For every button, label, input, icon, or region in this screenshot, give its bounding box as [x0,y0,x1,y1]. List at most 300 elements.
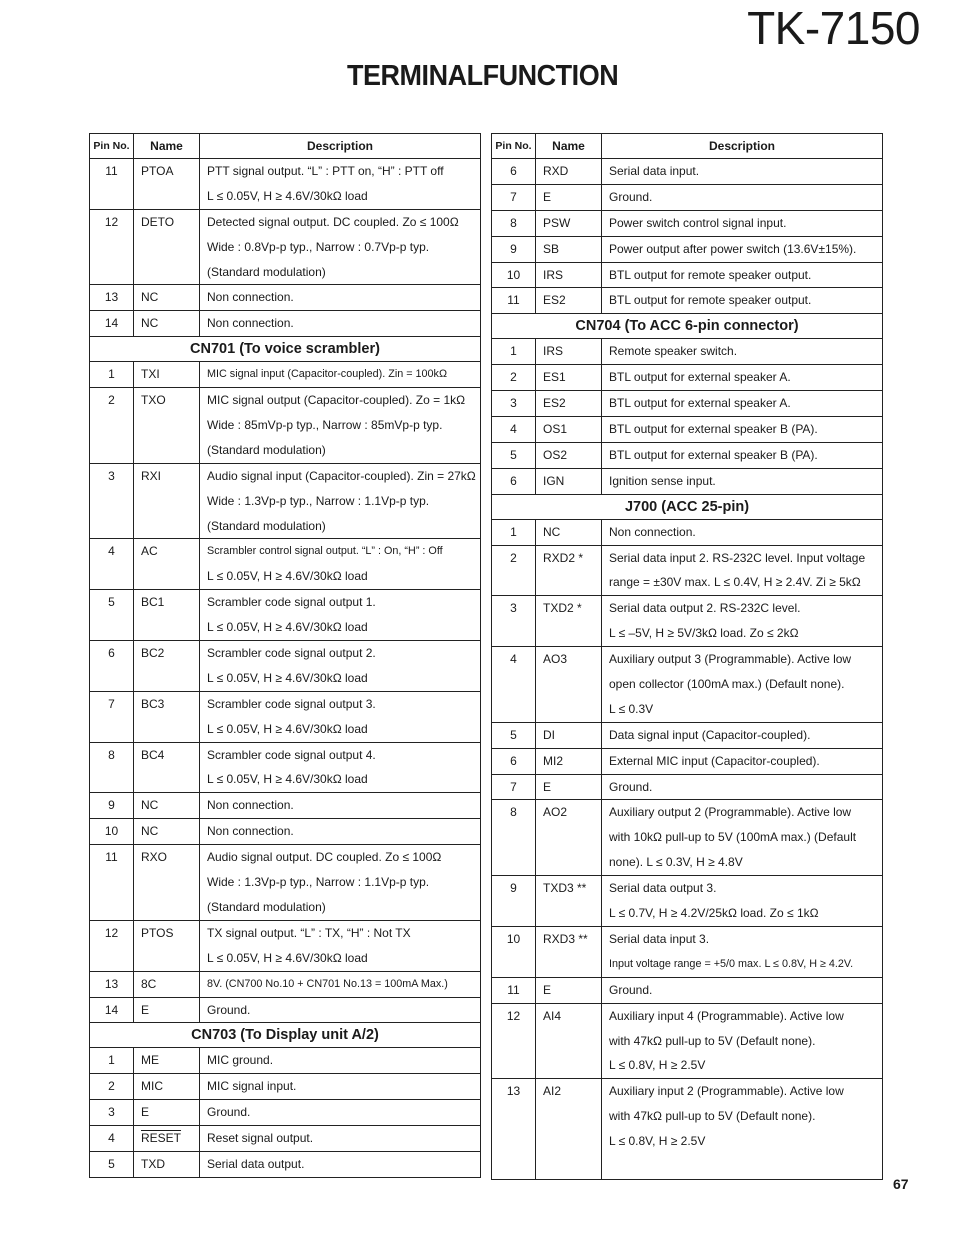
name-cell [134,1048,200,1074]
description-cell [602,339,883,365]
description-line: with 47kΩ pull-up to 5V (Default none). [609,1033,816,1048]
pin-number: 8 [108,747,115,762]
signal-name: TXD [141,1156,165,1171]
table-row [90,463,481,539]
table-row [90,285,481,311]
pin-cell [90,1126,134,1152]
pin-number: 1 [108,367,115,382]
pin-number: 9 [108,798,115,813]
pin-cell [492,876,536,927]
signal-name: RXD2 * [543,550,584,565]
table-row [90,159,481,210]
description-line: Ground. [609,982,653,997]
description-line: Power switch control signal input. [609,215,787,230]
description-cell [602,417,883,443]
description-line: BTL output for remote speaker output. [609,293,812,308]
description-cell [602,236,883,262]
description-line: L ≤ 0.8V, H ≥ 2.5V [609,1058,706,1073]
description-line: Wide : 0.8Vp-p typ., Narrow : 0.7Vp-p typ. [207,239,430,254]
section-header-row [90,1023,481,1048]
description-line: MIC signal output (Capacitor-coupled). Zo = 1kΩ [207,393,466,408]
description-cell [200,311,481,337]
name-cell [134,1100,200,1126]
signal-name: NC [141,824,159,839]
signal-name: BC1 [141,595,165,610]
description-line: Power output after power switch (13.6V±15%). [609,241,857,256]
description-line: Auxiliary input 2 (Programmable). Active low [609,1084,844,1099]
name-cell [536,1003,602,1079]
description-line: Auxiliary output 2 (Programmable). Active low [609,805,852,820]
pin-number: 1 [510,344,517,359]
section-title: CN703 (To Display unit A/2) [90,1023,481,1048]
pin-number: 11 [507,293,520,308]
pin-number: 14 [104,316,119,331]
pin-number: 4 [108,1131,115,1146]
table-row [492,748,883,774]
table-row [492,722,883,748]
name-cell [536,365,602,391]
description-line: BTL output for remote speaker output. [609,267,812,282]
table-row [492,184,883,210]
description-line: Ground. [207,1105,251,1120]
description-line: Audio signal output. DC coupled. Zo ≤ 100Ω [207,850,442,865]
description-line: L ≤ –5V, H ≥ 5V/3kΩ load. Zo ≤ 2kΩ [609,626,799,641]
name-cell [536,519,602,545]
pin-number: 2 [510,550,517,565]
name-cell [134,997,200,1023]
signal-name: AC [141,544,158,559]
pin-number: 12 [104,925,119,940]
description-cell [200,590,481,641]
header-pin: Pin No. [492,134,536,159]
table-row [492,468,883,494]
pin-cell [492,365,536,391]
description-line: (Standard modulation) [207,899,326,914]
description-cell [602,288,883,314]
description-line: Ignition sense input. [609,473,716,488]
signal-name: IRS [543,267,564,282]
pin-number: 3 [108,1105,115,1120]
description-line: Ground. [207,1002,251,1017]
table-row [492,210,883,236]
pin-number: 4 [510,652,517,667]
description-cell [200,463,481,539]
table-row [492,159,883,185]
pin-cell [492,184,536,210]
table-row [492,926,883,977]
table-row [492,800,883,876]
description-line: L ≤ 0.05V, H ≥ 4.6V/30kΩ load [207,721,368,736]
description-line: MIC signal input. [207,1079,297,1094]
pin-number: 5 [108,595,115,610]
signal-name: TXI [141,367,160,382]
name-cell [134,1074,200,1100]
pin-cell [492,596,536,647]
table-row [90,691,481,742]
description-cell [602,519,883,545]
description-line: Non connection. [609,524,696,539]
table-row [492,262,883,288]
table-row [492,288,883,314]
pin-cell [492,288,536,314]
description-cell [200,691,481,742]
table-row [492,1079,883,1180]
signal-name: TXD3 ** [543,881,587,896]
signal-name: RXD [543,164,569,178]
name-cell [134,388,200,464]
description-cell [602,1079,883,1180]
name-cell [134,463,200,539]
description-cell [602,184,883,210]
name-cell [536,184,602,210]
pin-number: 13 [104,976,119,991]
description-line: Scrambler code signal output 3. [207,696,376,711]
description-cell [602,977,883,1003]
pin-number: 5 [510,447,517,462]
header-description: Description [602,134,883,159]
signal-name: ES2 [543,293,566,308]
description-line: PTT signal output. “L” : PTT on, “H” : PTT off [207,164,444,178]
signal-name: PTOS [141,925,174,940]
table-row [90,1151,481,1177]
pin-cell [492,774,536,800]
description-line: Serial data output 3. [609,881,717,896]
description-line: Remote speaker switch. [609,344,738,359]
section-title: CN704 (To ACC 6-pin connector) [492,314,883,339]
pin-cell [90,641,134,692]
section-header-row [492,494,883,519]
description-line: L ≤ 0.05V, H ≥ 4.6V/30kΩ load [207,188,368,203]
description-line: External MIC input (Capacitor-coupled). [609,753,820,768]
description-line: Auxiliary output 3 (Programmable). Active low [609,652,852,667]
name-cell [536,210,602,236]
name-cell [536,339,602,365]
name-cell [134,159,200,210]
pin-cell [492,748,536,774]
pin-number: 7 [510,189,517,204]
table-row [90,209,481,285]
section-header-row [90,337,481,362]
description-line: Serial data output. [207,1156,305,1171]
name-cell [536,1079,602,1180]
signal-name: RXD3 ** [543,931,588,946]
table-row [90,742,481,793]
signal-name: RXI [141,468,162,483]
description-cell [602,468,883,494]
signal-name: TXD2 * [543,601,582,616]
table-row [90,1126,481,1152]
table-row [492,339,883,365]
table-row [492,647,883,723]
name-cell [134,285,200,311]
description-line: BTL output for external speaker B (PA). [609,447,818,462]
signal-name: SB [543,241,560,256]
description-line: Input voltage range = +5/0 max. L ≤ 0.8V, H ≥ 4.2V. [609,957,854,970]
page-number: 67 [893,1176,909,1192]
description-cell [602,774,883,800]
description-cell [602,596,883,647]
name-cell [536,774,602,800]
pin-number: 8 [510,215,517,230]
pin-number: 9 [510,241,517,256]
description-line: Serial data output 2. RS-232C level. [609,601,801,616]
signal-name: ES1 [543,370,566,385]
pin-number: 7 [510,779,517,794]
description-line: L ≤ 0.05V, H ≥ 4.6V/30kΩ load [207,772,368,787]
table-row [492,596,883,647]
description-line: Serial data input 2. RS-232C level. Input voltage [609,550,866,565]
signal-name: E [543,779,552,794]
pin-cell [492,468,536,494]
signal-name: NC [141,798,159,813]
pin-number: 1 [108,1053,115,1068]
signal-name: ES2 [543,396,566,411]
pin-cell [90,590,134,641]
pin-number: 13 [104,290,119,305]
table-row [90,1100,481,1126]
section-title: J700 (ACC 25-pin) [492,494,883,519]
signal-name: BC2 [141,646,165,661]
header-name: Name [536,134,602,159]
description-cell [200,159,481,210]
description-line: BTL output for external speaker A. [609,396,791,411]
description-cell [200,920,481,971]
table-row [492,1003,883,1079]
pin-cell [492,442,536,468]
pin-cell [492,391,536,417]
pin-number: 3 [510,601,517,616]
description-cell [602,926,883,977]
description-cell [602,545,883,596]
pin-number: 6 [510,753,517,768]
name-cell [536,722,602,748]
table-row [492,417,883,443]
description-line: with 47kΩ pull-up to 5V (Default none). [609,1109,816,1124]
pin-cell [90,209,134,285]
pin-cell [90,311,134,337]
pin-number: 10 [506,931,521,946]
pin-number: 2 [108,1079,115,1094]
pin-cell [492,977,536,1003]
pin-number: 11 [507,982,520,997]
name-cell [134,539,200,590]
pin-cell [90,362,134,388]
description-cell [200,742,481,793]
description-line: L ≤ 0.7V, H ≥ 4.2V/25kΩ load. Zo ≤ 1kΩ [609,906,819,921]
description-line: L ≤ 0.05V, H ≥ 4.6V/30kΩ load [207,569,368,584]
signal-name: RESET [141,1131,182,1146]
table-row [90,971,481,997]
blank-line [609,1154,879,1179]
right-table-body [492,159,883,1180]
name-cell [536,417,602,443]
table-row [90,1048,481,1074]
page-title: TERMINALFUNCTION [347,60,619,92]
pin-number: 12 [506,1008,521,1023]
description-line: Scrambler code signal output 1. [207,595,376,610]
pin-cell [492,159,536,185]
description-line: Ground. [609,779,653,794]
description-line: Audio signal input (Capacitor-coupled). Zin = 27kΩ [207,468,476,483]
pin-cell [90,1048,134,1074]
pin-number: 1 [510,524,517,539]
description-cell [200,1151,481,1177]
description-cell [602,391,883,417]
section-title: CN701 (To voice scrambler) [90,337,481,362]
description-line: 8V. (CN700 No.10 + CN701 No.13 = 100mA Max.) [207,977,448,990]
signal-name: TXO [141,393,166,408]
signal-name: OS1 [543,422,568,437]
terminal-table-right [491,133,883,1180]
pin-cell [90,1074,134,1100]
description-line: MIC signal input (Capacitor-coupled). Zin = 100kΩ [207,368,448,381]
table-row [492,519,883,545]
description-cell [200,819,481,845]
pin-number: 2 [108,393,115,408]
table-row [90,1074,481,1100]
table-header-row [492,134,883,159]
pin-number: 2 [510,370,517,385]
pin-number: 9 [510,881,517,896]
description-cell [200,362,481,388]
signal-name: AI4 [543,1008,562,1023]
pin-cell [492,236,536,262]
description-line: Scrambler code signal output 2. [207,646,376,661]
description-line: Data signal input (Capacitor-coupled). [609,727,811,742]
signal-name: 8C [141,976,157,991]
pin-cell [90,920,134,971]
table-row [492,774,883,800]
description-cell [602,647,883,723]
description-line: Reset signal output. [207,1131,314,1146]
name-cell [536,800,602,876]
description-cell [200,388,481,464]
name-cell [536,977,602,1003]
header-name: Name [134,134,200,159]
description-cell [200,845,481,921]
name-cell [134,845,200,921]
table-row [90,388,481,464]
description-cell [602,800,883,876]
pin-number: 10 [104,824,119,839]
name-cell [134,691,200,742]
description-line: Scrambler code signal output 4. [207,747,376,762]
pin-number: 14 [104,1002,119,1017]
pin-number: 11 [105,164,118,178]
pin-cell [492,1079,536,1180]
description-line: Non connection. [207,290,294,305]
pin-cell [492,545,536,596]
table-row [492,236,883,262]
terminal-table-left [89,133,481,1178]
description-line: L ≤ 0.05V, H ≥ 4.6V/30kΩ load [207,670,368,685]
table-header-row [90,134,481,159]
name-cell [536,748,602,774]
description-cell [602,442,883,468]
signal-name: AO2 [543,805,568,820]
signal-name: BC4 [141,747,165,762]
left-table-body [90,159,481,1178]
signal-name: E [543,982,552,997]
description-cell [200,1048,481,1074]
description-cell [200,1074,481,1100]
description-line: MIC ground. [207,1053,274,1068]
table-row [90,539,481,590]
description-line: (Standard modulation) [207,442,326,457]
pin-cell [492,722,536,748]
description-cell [200,1126,481,1152]
description-cell [602,159,883,185]
name-cell [536,545,602,596]
name-cell [536,236,602,262]
pin-cell [492,519,536,545]
description-cell [200,641,481,692]
table-row [90,793,481,819]
description-line: TX signal output. “L” : TX, “H” : Not TX [207,925,411,940]
description-line: L ≤ 0.8V, H ≥ 2.5V [609,1134,706,1149]
description-line: L ≤ 0.3V [609,701,654,716]
signal-name: E [141,1105,150,1120]
pin-number: 11 [105,850,118,865]
description-line: BTL output for external speaker A. [609,370,791,385]
name-cell [134,311,200,337]
description-line: Wide : 1.3Vp-p typ., Narrow : 1.1Vp-p typ. [207,493,430,508]
description-line: Scrambler control signal output. “L” : On, “H” : Off [207,545,443,558]
table-row [492,977,883,1003]
table-row [90,641,481,692]
pin-number: 10 [506,267,521,282]
table-row [90,845,481,921]
pin-cell [492,800,536,876]
signal-name: OS2 [543,447,568,462]
signal-name: NC [543,524,561,539]
table-row [90,362,481,388]
signal-name: MIC [141,1079,163,1094]
description-line: Ground. [609,189,653,204]
table-row [90,920,481,971]
section-header-row [492,314,883,339]
name-cell [134,209,200,285]
description-line: Non connection. [207,824,294,839]
table-row [492,365,883,391]
signal-name: RXO [141,850,168,865]
name-cell [134,641,200,692]
header-pin: Pin No. [90,134,134,159]
signal-name: ME [141,1053,159,1068]
description-cell [200,971,481,997]
description-line: BTL output for external speaker B (PA). [609,422,818,437]
header-description: Description [200,134,481,159]
pin-cell [492,926,536,977]
pin-number: 12 [104,214,119,229]
description-cell [602,262,883,288]
pin-number: 6 [108,646,115,661]
table-row [90,590,481,641]
description-cell [602,365,883,391]
pin-cell [492,647,536,723]
name-cell [134,1126,200,1152]
description-cell [602,748,883,774]
name-cell [536,391,602,417]
description-cell [200,285,481,311]
description-line: with 10kΩ pull-up to 5V (100mA max.) (Default [609,830,857,845]
name-cell [134,362,200,388]
pin-number: 6 [510,164,517,178]
pin-cell [90,691,134,742]
pin-cell [90,159,134,210]
pin-cell [492,262,536,288]
description-line: Detected signal output. DC coupled. Zo ≤ 100Ω [207,214,459,229]
